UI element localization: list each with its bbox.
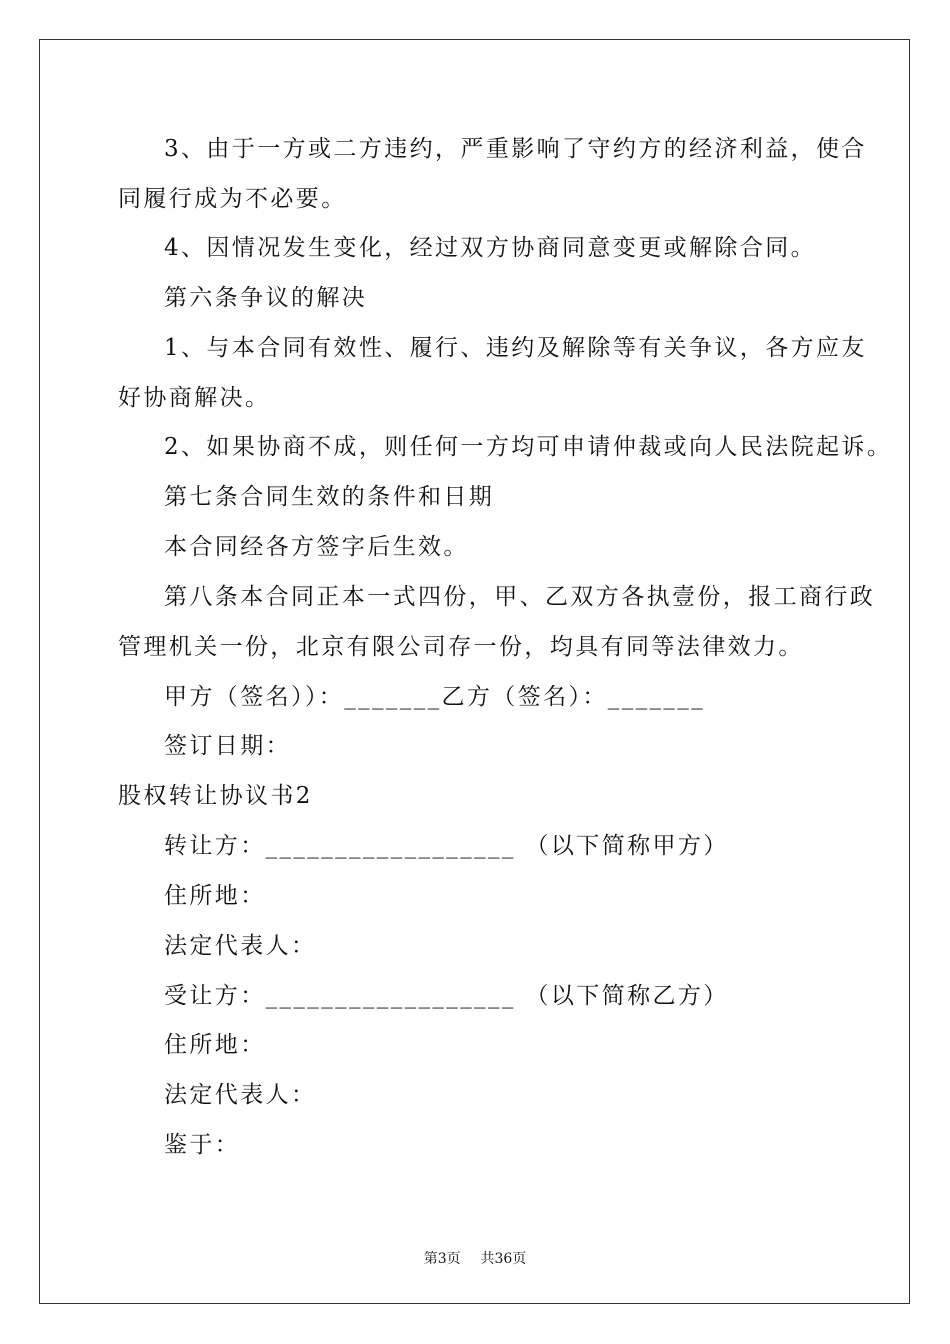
paragraph-line: 好协商解决。 — [118, 385, 271, 411]
page-footer — [0, 1248, 950, 1268]
legal-rep-line: 法定代表人： — [164, 1082, 317, 1108]
section-heading: 第七条合同生效的条件和日期 — [164, 484, 495, 510]
page-total: 共36页 — [480, 1251, 527, 1267]
signature-line: 甲方（签名））：_______乙方（签名）：_______ — [164, 684, 706, 710]
document-title: 股权转让协议书2 — [118, 783, 313, 809]
legal-rep-line: 法定代表人： — [164, 933, 317, 959]
transferor-line: 转让方：__________________ （以下简称甲方） — [164, 833, 729, 859]
sign-date-line: 签订日期： — [164, 733, 291, 759]
address-line: 住所地： — [164, 883, 266, 909]
paragraph-line: 同履行成为不必要。 — [118, 186, 347, 212]
transferee-line: 受让方：__________________ （以下简称乙方） — [164, 983, 729, 1009]
paragraph-line: 3、由于一方或二方违约，严重影响了守约方的经济利益，使合 — [164, 136, 867, 162]
paragraph-line: 管理机关一份，北京有限公司存一份，均具有同等法律效力。 — [118, 634, 804, 660]
paragraph-line: 第八条本合同正本一式四份，甲、乙双方各执壹份，报工商行政 — [164, 584, 876, 610]
paragraph-line: 4、因情况发生变化，经过双方协商同意变更或解除合同。 — [164, 235, 817, 261]
paragraph-line: 本合同经各方签字后生效。 — [164, 534, 469, 560]
paragraph-line: 2、如果协商不成，则任何一方均可申请仲裁或向人民法院起诉。 — [164, 434, 893, 460]
section-heading: 第六条争议的解决 — [164, 285, 368, 311]
address-line: 住所地： — [164, 1032, 266, 1058]
page-frame — [39, 39, 910, 1304]
page-number: 第3页 — [423, 1251, 461, 1267]
whereas-line: 鉴于： — [164, 1132, 241, 1158]
paragraph-line: 1、与本合同有效性、履行、违约及解除等有关争议，各方应友 — [164, 335, 867, 361]
